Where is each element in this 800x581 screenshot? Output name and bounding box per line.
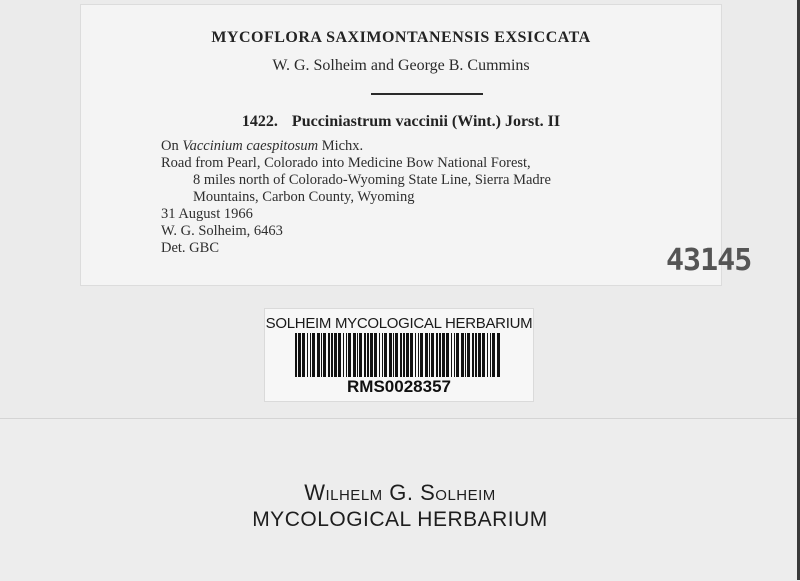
barcode-image: [295, 333, 503, 377]
host-author: Michx.: [321, 138, 364, 154]
host-line: [161, 138, 666, 155]
catalog-number: RMS0028357: [347, 377, 451, 396]
collectors-line: W. G. Solheim and George B. Cummins: [272, 57, 530, 74]
determiner: Det. GBC: [161, 240, 219, 256]
footer-herbarium-title: MYCOLOGICAL HERBARIUM: [252, 508, 548, 531]
divider-rule: [371, 93, 483, 95]
collection-date: 31 August 1966: [161, 206, 253, 222]
host-prefix: On: [161, 138, 179, 154]
specimen-label: [80, 4, 752, 286]
barcode-herbarium-name: SOLHEIM MYCOLOGICAL HERBARIUM: [265, 315, 533, 332]
accession-number: 43145: [666, 243, 752, 278]
series-title: MYCOFLORA SAXIMONTANENSIS EXSICCATA: [211, 29, 591, 46]
taxon-number: 1422.: [241, 113, 278, 130]
host-name: Vaccinium caespitosum: [182, 138, 319, 154]
locality-line-1: Road from Pearl, Colorado into Medicine Bow National Forest,: [161, 155, 531, 171]
specimen-details: [161, 138, 666, 257]
taxon-name: Pucciniastrum vaccinii (Wint.) Jorst. II: [291, 113, 561, 130]
collector-number: W. G. Solheim, 6463: [161, 223, 283, 239]
locality-line-2: 8 miles north of Colorado-Wyoming State Line, Sierra Madre: [193, 172, 551, 188]
barcode-label: [264, 308, 534, 402]
locality-line-3: Mountains, Carbon County, Wyoming: [193, 189, 415, 205]
taxon-line: [81, 113, 721, 131]
footer-herbarium-owner: Wilhelm G. Solheim: [304, 480, 496, 505]
